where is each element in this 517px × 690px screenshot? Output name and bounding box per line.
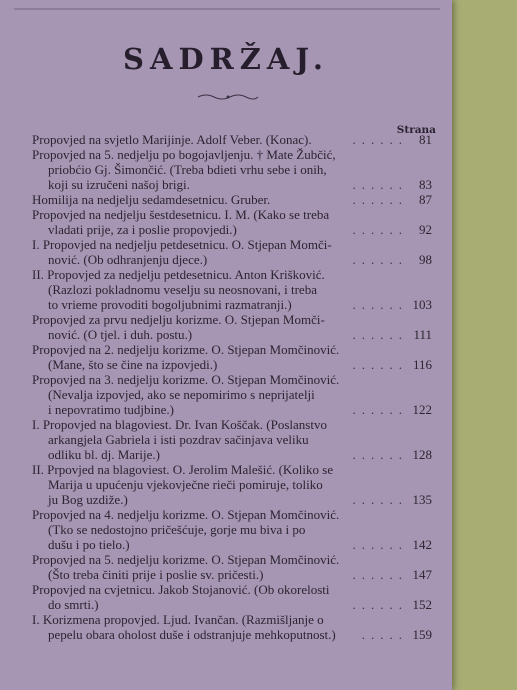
toc-entry-title-line	[32, 147, 442, 162]
toc-entry-continuation-line	[32, 357, 442, 372]
table-of-contents	[32, 132, 442, 642]
toc-entry-continuation-line	[32, 162, 442, 177]
ornament-divider	[196, 92, 260, 102]
toc-entry-title-line	[32, 372, 442, 387]
toc-entry-continuation-line	[32, 567, 442, 582]
toc-entry-text: do smrti.)	[48, 597, 99, 612]
toc-entry-page-number: 87	[419, 192, 432, 207]
toc-entry	[32, 612, 442, 642]
toc-entry-page-number: 159	[412, 627, 432, 642]
toc-entry-continuation-line	[32, 222, 442, 237]
toc-entry-text: (Što treba činiti prije i poslie sv. pričesti.)	[48, 567, 264, 582]
toc-entry-text: (Tko se nedostojno pričešćuje, gorje mu biva i po	[48, 522, 306, 537]
toc-entry-continuation-line	[32, 402, 442, 417]
toc-entry-text: Marija u upućenju vjekovječne rieči pomiruje, toliko	[48, 477, 323, 492]
toc-entry-title-line	[32, 237, 442, 252]
toc-entry-page-number: 116	[412, 357, 432, 372]
toc-entry-continuation-line	[32, 297, 442, 312]
toc-entry-text: koji su izručeni našoj brigi.	[48, 177, 190, 192]
toc-entry	[32, 192, 442, 207]
toc-entry-text: (Mane, što se čine na izpovjedi.)	[48, 357, 218, 372]
toc-entry-title-line	[32, 582, 442, 597]
toc-entry-continuation-line	[32, 252, 442, 267]
leader-dots: ......	[352, 177, 408, 192]
toc-entry	[32, 552, 442, 582]
toc-entry	[32, 462, 442, 507]
toc-entry-continuation-line	[32, 522, 442, 537]
leader-dots: ......	[352, 297, 408, 312]
toc-entry-title-line	[32, 552, 442, 567]
toc-entry-continuation-line	[32, 432, 442, 447]
toc-entry	[32, 342, 442, 372]
toc-entry-continuation-line	[32, 477, 442, 492]
toc-entry-text: (Razlozi pokladnomu veselju su neosnovani, i treba	[48, 282, 317, 297]
toc-entry-text: nović. (O tjel. i duh. postu.)	[48, 327, 193, 342]
toc-entry	[32, 267, 442, 312]
toc-entry-text: Propovjed na 5. nedjelju po bogojavljenju. † Mate Žubčić,	[32, 147, 336, 162]
leader-dots: ......	[352, 447, 408, 462]
toc-entry-continuation-line	[32, 537, 442, 552]
leader-dots: ......	[352, 567, 408, 582]
leader-dots: ......	[352, 222, 408, 237]
toc-entry-title-line	[32, 267, 442, 282]
toc-entry-title-line	[32, 132, 442, 147]
toc-entry-text: II. Propovjed za nedjelju petdesetnicu. Anton Krišković.	[32, 267, 325, 282]
toc-entry-text: Propovjed na cvjetnicu. Jakob Stojanović. (Ob okorelosti	[32, 582, 330, 597]
page-column-header: Strana	[396, 124, 436, 136]
toc-entry-text: Propovjed na 2. nedjelju korizme. O. Stjepan Momčinović.	[32, 342, 340, 357]
leader-dots: ......	[352, 402, 408, 417]
toc-entry-continuation-line	[32, 447, 442, 462]
leader-dots: ......	[352, 597, 408, 612]
toc-entry-text: Propovjed na nedjelju šestdesetnicu. I. M. (Kako se treba	[32, 207, 330, 222]
toc-entry-page-number: 83	[419, 177, 432, 192]
toc-entry-text: pepelu obara oholost duše i odstranjuje mehkoputnost.)	[48, 627, 336, 642]
toc-entry	[32, 132, 442, 147]
leader-dots: ......	[352, 132, 408, 147]
leader-dots: .....	[361, 627, 408, 642]
toc-entry-text: II. Prpovjed na blagoviest. O. Jerolim Malešić. (Koliko se	[32, 462, 334, 477]
toc-entry-text: to vrieme provoditi bogoljubnimi razmatranji.)	[48, 297, 292, 312]
toc-entry-title-line	[32, 612, 442, 627]
toc-entry-title-line	[32, 192, 442, 207]
toc-entry	[32, 147, 442, 192]
leader-dots: ......	[352, 492, 408, 507]
toc-entry-text: i nepovratimo tudjbine.)	[48, 402, 175, 417]
toc-entry-text: I. Propovjed na nedjelju petdesetnicu. O. Stjepan Momči-	[32, 237, 332, 252]
toc-entry-page-number: 147	[412, 567, 432, 582]
toc-entry	[32, 237, 442, 267]
toc-entry-continuation-line	[32, 597, 442, 612]
toc-entry-page-number: 122	[412, 402, 432, 417]
toc-entry-continuation-line	[32, 627, 442, 642]
leader-dots: ......	[352, 537, 408, 552]
toc-entry-text: arkangjela Gabriela i isti pozdrav sačinjava veliku	[48, 432, 309, 447]
toc-entry-page-number: 142	[412, 537, 432, 552]
toc-entry-continuation-line	[32, 492, 442, 507]
toc-entry-text: odliku bl. dj. Marije.)	[48, 447, 160, 462]
toc-entry-title-line	[32, 207, 442, 222]
toc-entry-text: Propovjed na 3. nedjelju korizme. O. Stjepan Momčinović.	[32, 372, 340, 387]
leader-dots: ......	[352, 327, 408, 342]
toc-entry	[32, 372, 442, 417]
toc-entry-title-line	[32, 342, 442, 357]
toc-entry-page-number: 135	[412, 492, 432, 507]
leader-dots: ......	[352, 357, 408, 372]
toc-entry-text: Propovjed na 4. nedjelju korizme. O. Stjepan Momčinović.	[32, 507, 340, 522]
toc-entry	[32, 582, 442, 612]
toc-entry-page-number: 152	[412, 597, 432, 612]
toc-entry-text: Propovjed za prvu nedjelju korizme. O. Stjepan Momči-	[32, 312, 325, 327]
toc-entry	[32, 207, 442, 237]
toc-entry-text: I. Korizmena propovjed. Ljud. Ivančan. (Razmišljanje o	[32, 612, 324, 627]
toc-entry-text: priobćio Gj. Šimončić. (Treba bdieti vrhu sebe i onih,	[48, 162, 327, 177]
toc-entry-continuation-line	[32, 282, 442, 297]
toc-entry-text: vladati prije, za i poslie propovjedi.)	[48, 222, 237, 237]
toc-entry-title-line	[32, 462, 442, 477]
toc-entry-text: Homilija na nedjelju sedamdesetnicu. Gruber.	[32, 192, 271, 207]
toc-entry-page-number: 128	[412, 447, 432, 462]
page-frame-line	[14, 8, 440, 10]
toc-entry	[32, 507, 442, 552]
toc-entry-text: (Nevalja izpovjed, ako se nepomirimo s neprijatelji	[48, 387, 315, 402]
toc-entry-text: Propovjed na svjetlo Marijinje. Adolf Veber. (Konac).	[32, 132, 312, 147]
toc-entry-text: I. Propovjed na blagoviest. Dr. Ivan Koščak. (Poslanstvo	[32, 417, 327, 432]
toc-entry-page-number: 92	[419, 222, 432, 237]
toc-entry-page-number: 111	[413, 327, 432, 342]
toc-entry-text: nović. (Ob odhranjenju djece.)	[48, 252, 208, 267]
toc-entry-title-line	[32, 417, 442, 432]
leader-dots: ......	[352, 192, 408, 207]
toc-entry-page-number: 98	[419, 252, 432, 267]
leader-dots: ......	[352, 252, 408, 267]
toc-entry-text: dušu i po tielo.)	[48, 537, 130, 552]
toc-entry-continuation-line	[32, 387, 442, 402]
toc-entry-page-number: 81	[419, 132, 432, 147]
toc-entry-title-line	[32, 312, 442, 327]
toc-entry-text: ju Bog uzdiže.)	[48, 492, 128, 507]
toc-entry	[32, 312, 442, 342]
toc-entry	[32, 417, 442, 462]
toc-entry-title-line	[32, 507, 442, 522]
toc-entry-page-number: 103	[412, 297, 432, 312]
page-title: SADRŽAJ.	[123, 42, 329, 76]
toc-entry-text: Propovjed na 5. nedjelju korizme. O. Stjepan Momčinović.	[32, 552, 340, 567]
toc-entry-continuation-line	[32, 177, 442, 192]
toc-entry-continuation-line	[32, 327, 442, 342]
